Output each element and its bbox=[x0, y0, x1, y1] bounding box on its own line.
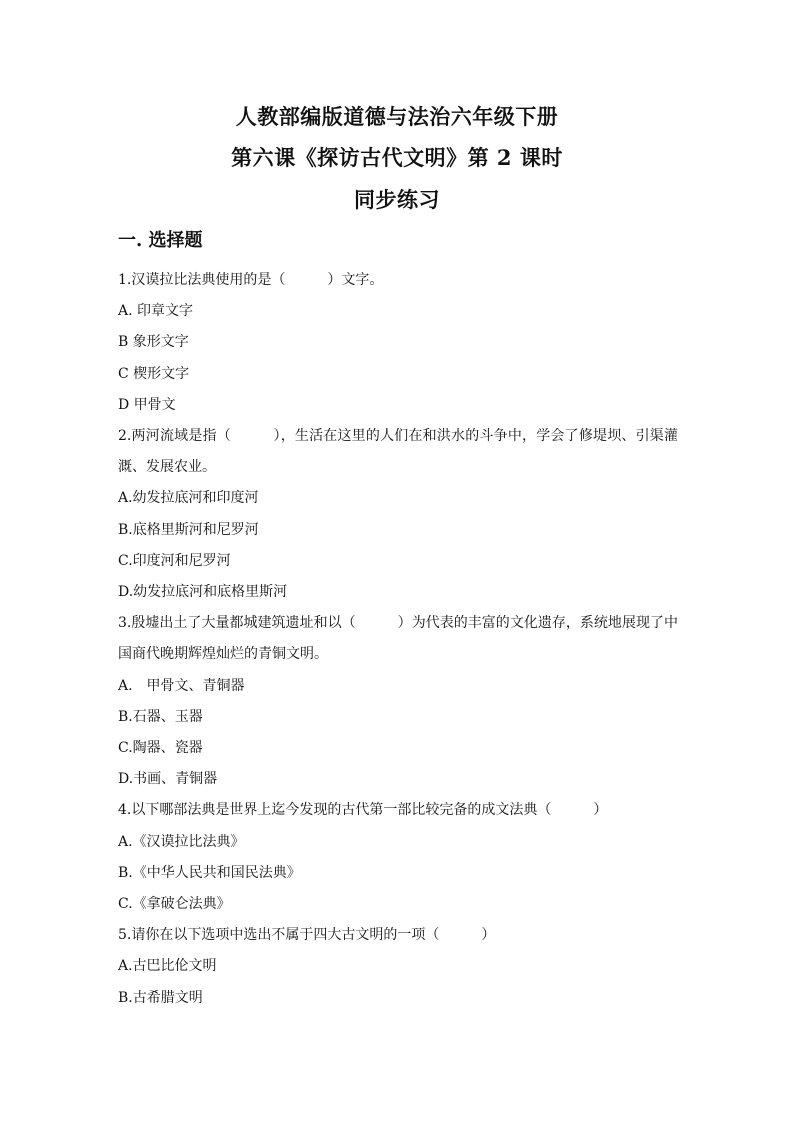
answer-option: C.陶器、瓷器 bbox=[118, 740, 203, 757]
answer-option: C.印度河和尼罗河 bbox=[118, 552, 231, 569]
question-2 bbox=[118, 421, 678, 608]
question-stem: 4.以下哪部法典是世界上迄今发现的古代第一部比较完备的成文法典（ ） bbox=[118, 802, 608, 819]
answer-option: A.古巴比伦文明 bbox=[118, 958, 217, 975]
answer-option: A.幼发拉底河和印度河 bbox=[118, 490, 259, 507]
answer-option: C 楔形文字 bbox=[118, 365, 190, 382]
question-stem: 1.汉谟拉比法典使用的是（ ）文字。 bbox=[118, 272, 384, 288]
answer-option: B.古希腊文明 bbox=[118, 989, 203, 1006]
document-title: 人教部编版道德与法治六年级下册 bbox=[235, 104, 559, 129]
answer-option: B.《中华人民共和国民法典》 bbox=[118, 864, 301, 881]
question-3 bbox=[118, 608, 678, 795]
exercise-title: 同步练习 bbox=[354, 187, 440, 212]
answer-option: D.幼发拉底河和底格里斯河 bbox=[118, 584, 288, 601]
answer-option: D.书画、青铜器 bbox=[118, 771, 218, 788]
answer-option: C.《拿破仑法典》 bbox=[118, 896, 231, 913]
answer-option: A.《汉谟拉比法典》 bbox=[118, 833, 245, 850]
question-4 bbox=[118, 795, 678, 920]
answer-option: D 甲骨文 bbox=[118, 396, 176, 413]
answer-option: B 象形文字 bbox=[118, 334, 189, 351]
question-stem: 5.请你在以下选项中选出不属于四大古文明的一项（ ） bbox=[118, 927, 496, 944]
answer-option: A. 甲骨文、青铜器 bbox=[118, 677, 245, 694]
question-5 bbox=[118, 920, 678, 1014]
section-heading: 一. 选择题 bbox=[118, 230, 203, 251]
answer-option: B.底格里斯河和尼罗河 bbox=[118, 521, 259, 538]
question-list bbox=[118, 265, 678, 1014]
lesson-title: 第六课《探访古代文明》第 2 课时 bbox=[231, 145, 563, 170]
question-1 bbox=[118, 265, 678, 421]
answer-option: A. 印章文字 bbox=[118, 303, 194, 320]
question-stem: 3.殷墟出土了大量都城建筑遗址和以（ ）为代表的丰富的文化遗存，系统地展现了中国商代晚期辉煌灿烂的青铜文明。 bbox=[118, 615, 678, 663]
answer-option: B.石器、玉器 bbox=[118, 708, 203, 725]
question-stem: 2.两河流域是指（ ），生活在这里的人们在和洪水的斗争中，学会了修堤坝、引渠灌溉、发展农业。 bbox=[118, 428, 678, 476]
